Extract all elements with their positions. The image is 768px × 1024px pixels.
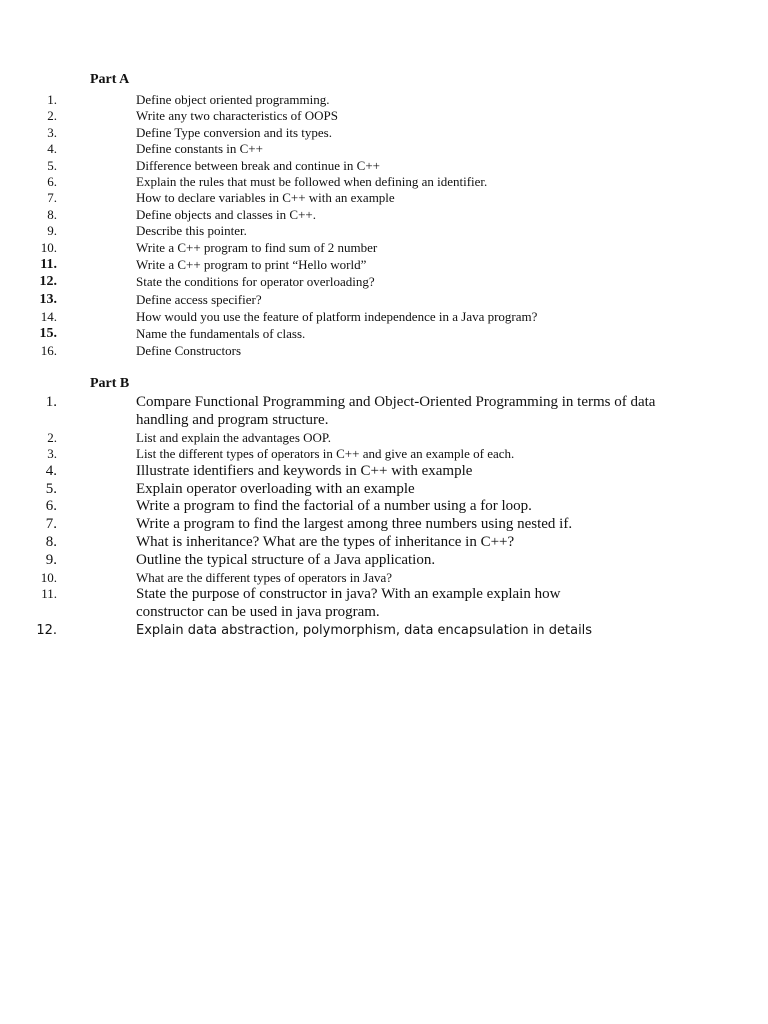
item-number: 8. (45, 534, 57, 550)
item-number: 15. (39, 326, 57, 341)
item-text: Write a program to find the factorial of a number using a for loop. (136, 498, 532, 514)
item-number: 5. (45, 481, 57, 497)
item-text: Write a C++ program to find sum of 2 number (136, 240, 378, 255)
item-text: Explain the rules that must be followed when defining an identifier. (136, 174, 488, 189)
item-text: What are the different types of operators in Java? (136, 570, 393, 585)
item-text: Name the fundamentals of class. (136, 326, 306, 341)
item-text: Explain data abstraction, polymorphism, data encapsulation in details (136, 623, 593, 638)
item-number: 10. (40, 570, 57, 585)
item-number: 12. (36, 623, 57, 638)
item-text-continuation: constructor can be used in java program. (136, 604, 380, 620)
item-number: 2. (47, 108, 57, 123)
item-number: 11. (40, 257, 57, 272)
item-number: 1. (45, 394, 57, 410)
item-text: How would you use the feature of platform independence in a Java program? (136, 309, 538, 324)
item-number: 12. (39, 274, 57, 289)
item-text: Define Constructors (136, 343, 242, 358)
item-number: 8. (47, 207, 57, 222)
item-text: Define objects and classes in C++. (136, 207, 317, 222)
item-text: Define object oriented programming. (136, 92, 330, 107)
item-number: 11. (41, 586, 57, 601)
item-text: Describe this pointer. (136, 223, 247, 238)
item-number: 7. (47, 190, 57, 205)
item-number: 6. (45, 498, 57, 514)
item-number: 9. (47, 223, 57, 238)
item-number: 6. (47, 174, 57, 189)
item-text: Outline the typical structure of a Java application. (136, 552, 436, 568)
item-text: Define Type conversion and its types. (136, 125, 332, 140)
item-number: 13. (39, 292, 57, 307)
item-number: 10. (40, 240, 57, 255)
item-text: Write a program to find the largest among three numbers using nested if. (136, 516, 573, 532)
item-number: 16. (40, 343, 57, 358)
item-text: Compare Functional Programming and Object-Oriented Programming in terms of data (136, 394, 656, 410)
item-number: 3. (47, 446, 57, 461)
item-text: Write any two characteristics of OOPS (136, 108, 339, 123)
part-b-heading: Part B (90, 376, 130, 391)
item-number: 5. (47, 158, 57, 173)
item-text: Define access specifier? (136, 292, 262, 307)
item-text: List the different types of operators in C++ and give an example of each. (136, 446, 515, 461)
item-text: Explain operator overloading with an example (136, 481, 415, 497)
item-text: Write a C++ program to print “Hello world” (136, 257, 367, 272)
item-number: 9. (45, 552, 57, 568)
item-number: 3. (47, 125, 57, 140)
item-text: State the purpose of constructor in java? With an example explain how (136, 586, 561, 602)
item-text: What is inheritance? What are the types of inheritance in C++? (136, 534, 515, 550)
item-text: List and explain the advantages OOP. (136, 430, 331, 445)
item-number: 2. (47, 430, 57, 445)
item-text: How to declare variables in C++ with an example (136, 190, 395, 205)
item-text: State the conditions for operator overloading? (136, 274, 375, 289)
item-number: 14. (40, 309, 57, 324)
item-number: 4. (45, 463, 57, 479)
item-number: 1. (47, 92, 57, 107)
item-number: 7. (45, 516, 57, 532)
item-text: Difference between break and continue in C++ (136, 158, 380, 173)
item-text: Define constants in C++ (136, 141, 263, 156)
part-a-heading: Part A (90, 72, 130, 87)
item-text: Illustrate identifiers and keywords in C++ with example (136, 463, 473, 479)
item-text-continuation: handling and program structure. (136, 412, 329, 428)
item-number: 4. (47, 141, 57, 156)
